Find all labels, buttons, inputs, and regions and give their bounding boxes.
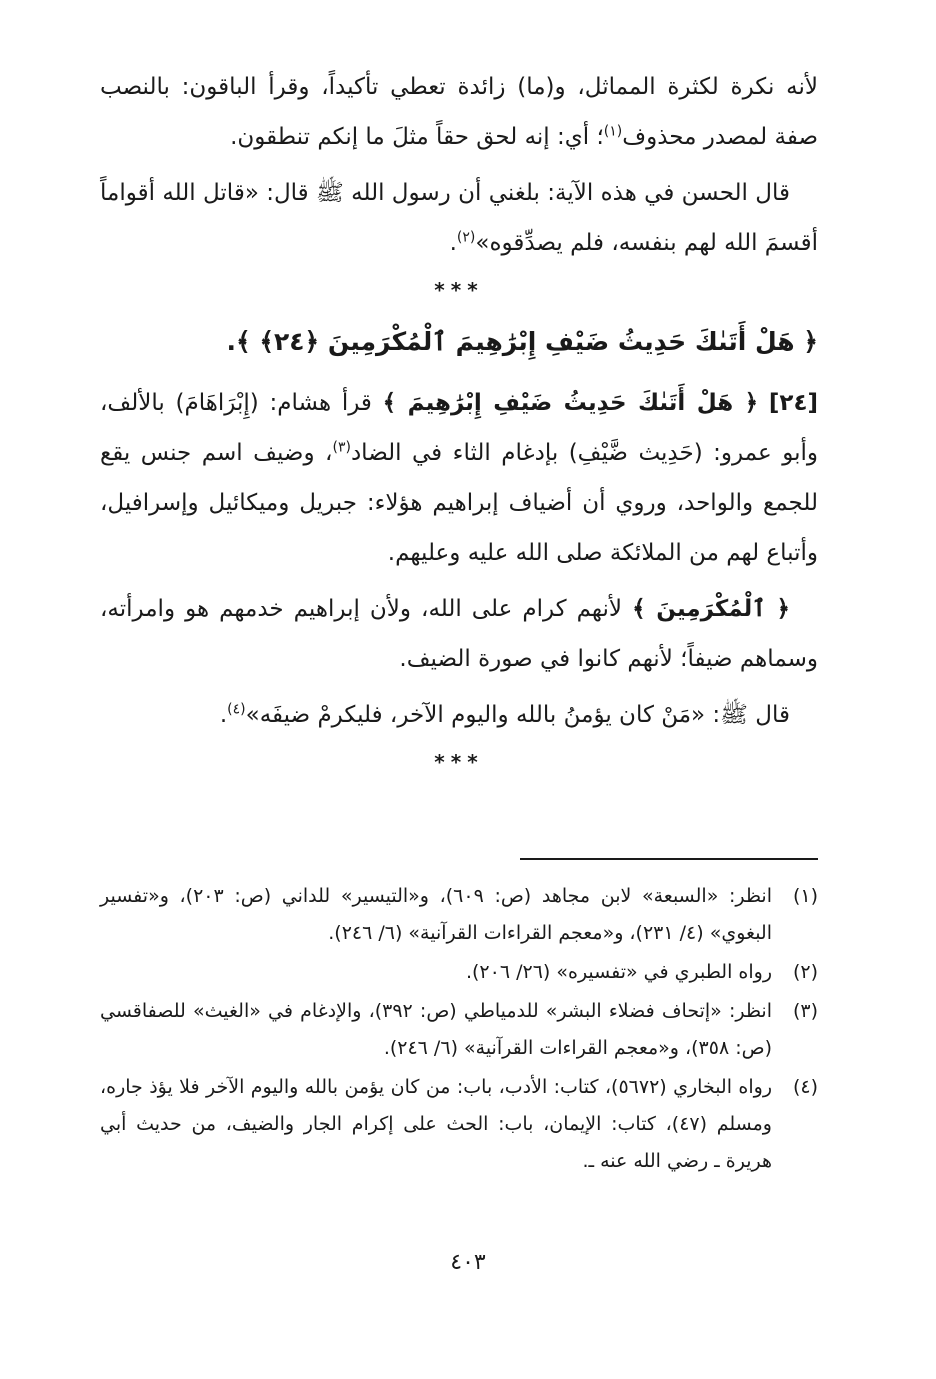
paragraph-1-tail: ؛ أي: إنه لحق حقاً مثلَ ما إنكم تنطقون. [230,124,604,150]
paragraph-4-text: لأنهم كرام على الله، ولأن إبراهيم خدمهم هو وامرأته، وسماهم ضيفاً؛ لأنهم كانوا في صورة الضيف. [100,596,818,672]
footnote-1 [100,878,818,952]
paragraph-1-text: لأنه نكرة لكثرة المماثل، و(ما) زائدة تعطي تأكيداً، وقرأ الباقون: بالنصب صفة لمصدر محذوف [100,74,818,150]
paragraph-1 [100,62,818,162]
paragraph-3 [100,378,818,578]
paragraph-5-text: قال ﷺ: «مَنْ كان يؤمنُ بالله واليوم الآخر، فليكرمْ ضيفَه» [245,702,790,728]
footnote-number: (٢) [792,961,818,983]
footnote-text: انظر: «إتحاف فضلاء البشر» للدمياطي (ص: ٣٩٢)، والإدغام في «الغيث» للصفاقسي (ص: ٣٥٨)، و«معجم القراءات القرآنية» (٦/ ٢٤٦). [100,1000,772,1059]
footnote-ref-4[interactable]: (٤) [227,701,246,718]
footnote-3 [100,993,818,1067]
verse-heading: ﴿ هَلْ أَتَىٰكَ حَدِيثُ ضَيْفِ إِبْرَٰهِيمَ ٱلْمُكْرَمِينَ ﴿٢٤﴾ ﴾. [226,327,818,356]
paragraph-2-text: قال الحسن في هذه الآية: بلغني أن رسول الله ﷺ قال: «قاتل الله أقواماً أقسمَ الله لهم بنفسه، فلم يصدِّقوه» [100,180,818,256]
footnote-4 [100,1069,818,1180]
verse-quote: ﴿ هَلْ أَتَىٰكَ حَدِيثُ ضَيْفِ إِبْرَٰهِيمَ ﴾ [382,390,759,416]
footnotes [100,878,818,1182]
footnote-text: انظر: «السبعة» لابن مجاهد (ص: ٦٠٩)، و«التيسير» للداني (ص: ٢٠٣)، و«تفسير البغوي» (٤/ ٢٣١)، و«معجم القراءات القرآنية» (٦/ ٢٤٦). [100,885,772,944]
paragraph-3-text: قرأ هشام: (إِبْرَاهَامَ) بالألف، وأبو عمرو: (حَدِيث ضَّيْفِ) بإدغام الثاء في الضاد [100,390,819,466]
footnote-text: رواه الطبري في «تفسيره» (٢٦/ ٢٠٦). [465,961,772,983]
paragraph-5 [100,690,818,740]
page-number: ٤٠٣ [450,1250,486,1275]
footnote-number: (٤) [792,1076,818,1098]
verse-quote-2: ﴿ ٱلْمُكْرَمِينَ ﴾ [632,596,790,622]
paragraph-4 [100,584,818,684]
paragraph-3-text-continued: ، وضيف اسم جنس يقع للجمع والواحد، وروي أن أضياف إبراهيم هؤلاء: جبريل وميكائيل وإسرافيل، وأتباع لهم من الملائكة صلى الله عليه وعليهم. [100,440,818,566]
footnote-number: (٣) [792,1000,818,1022]
section-separator: *** [434,278,484,302]
footnote-text: رواه البخاري (٥٦٧٢)، كتاب: الأدب، باب: من كان يؤمن بالله واليوم الآخر فلا يؤذ جاره، ومسلم (٤٧)، كتاب: الإيمان، باب: الحث على إكرام الجار والضيف، من حديث أبي هريرة ـ رضي الله عنه ـ. [100,1076,772,1172]
paragraph-2 [100,168,818,268]
verse-number: [٢٤] [768,390,818,416]
footnote-divider [520,858,818,860]
footnote-ref-3[interactable]: (٣) [332,439,351,456]
footnote-2 [100,954,818,991]
paragraph-5-tail: . [219,702,228,728]
main-text [100,62,818,788]
footnote-ref-1[interactable]: (١) [603,123,623,140]
paragraph-2-tail: . [449,230,457,256]
footnote-number: (١) [792,885,818,907]
section-separator-2: *** [434,750,484,774]
footnote-ref-2[interactable]: (٢) [456,229,476,246]
